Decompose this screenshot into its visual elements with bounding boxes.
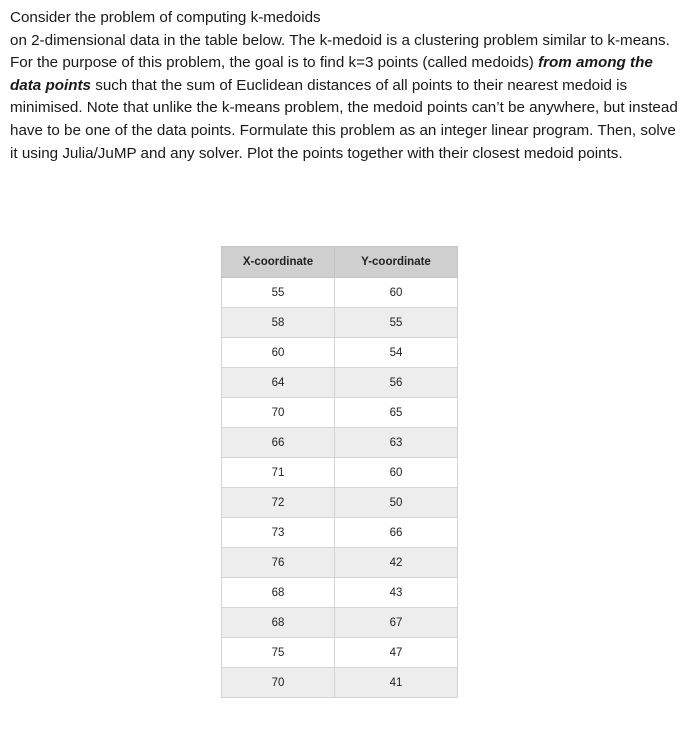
cell-y: 60 [335,278,458,308]
table-row [222,548,458,578]
cell-x: 60 [222,338,335,368]
cell-y: 42 [335,548,458,578]
cell-x: 68 [222,608,335,638]
cell-y: 50 [335,488,458,518]
cell-y: 54 [335,338,458,368]
data-table-container [221,246,458,698]
table-row [222,608,458,638]
cell-x: 76 [222,548,335,578]
cell-y: 65 [335,398,458,428]
cell-y: 60 [335,458,458,488]
cell-y: 63 [335,428,458,458]
problem-text-part2: such that the sum of Euclidean distances of all points to their nearest medoid is minimised. Note that unlike the k-means problem, the medoid points can’t be anywhere, but instead have to be one of the data points. Formulate this problem as an integer linear program. Then, solve it using Julia/JuMP and any solver. Plot the points together with their closest medoid points. [10,76,678,162]
cell-y: 43 [335,578,458,608]
table-row [222,638,458,668]
cell-y: 47 [335,638,458,668]
problem-text-part1: on 2-dimensional data in the table below. The k-medoid is a clustering problem similar to k-means. For the purpose of this problem, the goal is to find k=3 points (called medoids) [10,31,670,72]
table-header-row [222,247,458,278]
table-row [222,428,458,458]
cell-x: 70 [222,398,335,428]
table-row [222,308,458,338]
table-row [222,578,458,608]
cell-x: 64 [222,368,335,398]
cell-y: 67 [335,608,458,638]
problem-body [10,30,678,166]
table-row [222,458,458,488]
header-y-coordinate: Y-coordinate [335,247,458,278]
cell-y: 66 [335,518,458,548]
table-row [222,398,458,428]
problem-first-line: Consider the problem of computing k-medoids [10,9,321,26]
cell-x: 75 [222,638,335,668]
table-row [222,518,458,548]
header-x-coordinate: X-coordinate [222,247,335,278]
cell-x: 68 [222,578,335,608]
cell-x: 70 [222,668,335,698]
table-row [222,488,458,518]
problem-emphasis: from among the data points [10,54,653,94]
cell-y: 55 [335,308,458,338]
cell-y: 56 [335,368,458,398]
cell-x: 66 [222,428,335,458]
cell-x: 55 [222,278,335,308]
cell-x: 73 [222,518,335,548]
table-row [222,338,458,368]
cell-x: 58 [222,308,335,338]
cell-x: 72 [222,488,335,518]
cell-y: 41 [335,668,458,698]
table-row [222,278,458,308]
table-row [222,368,458,398]
table-row [222,668,458,698]
cell-x: 71 [222,458,335,488]
data-table [221,246,458,698]
problem-statement [10,7,678,165]
